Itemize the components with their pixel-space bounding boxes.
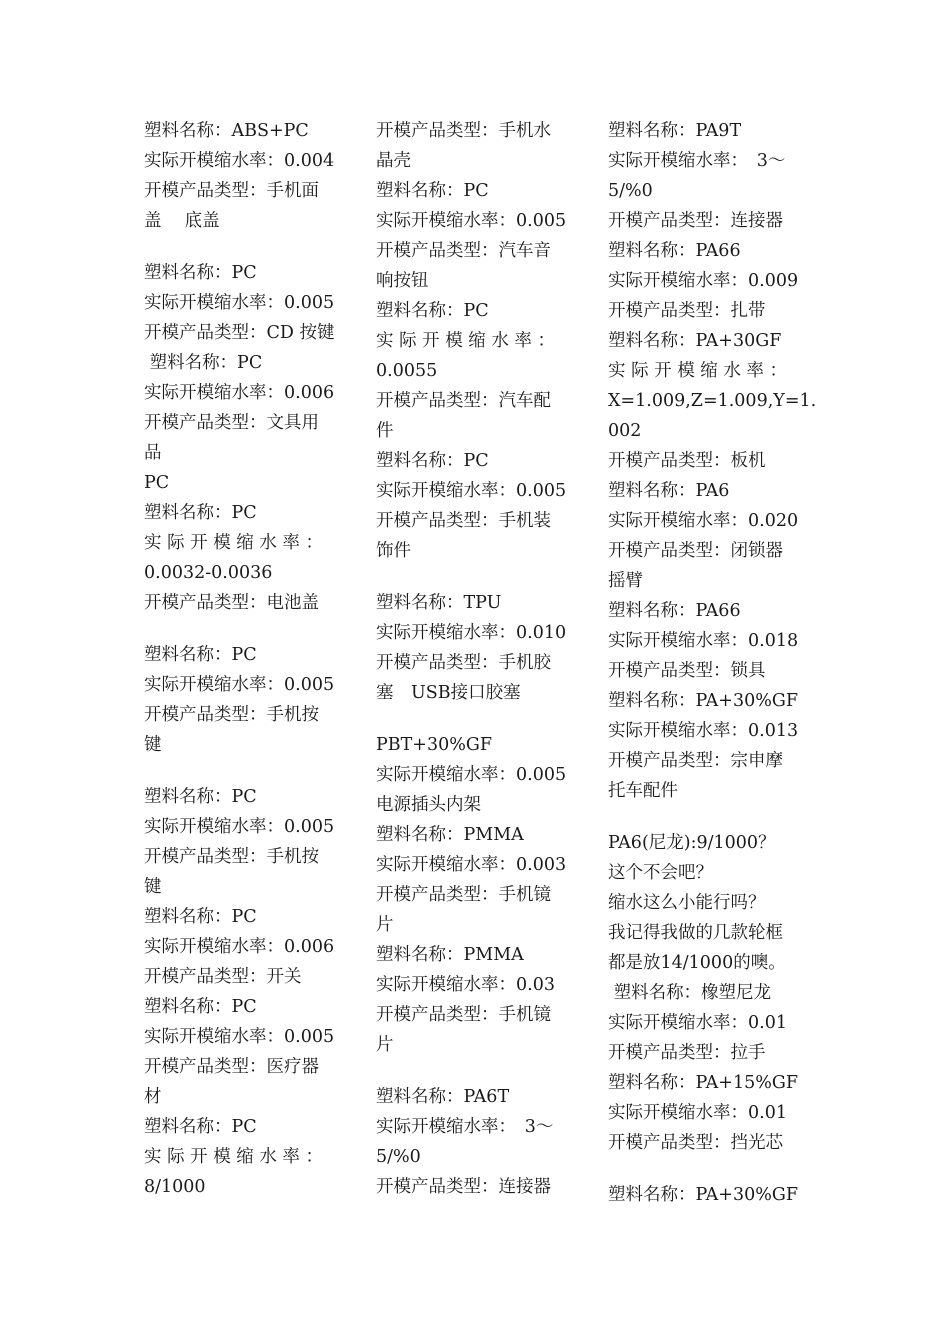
text-line: 实 际 开 模 缩 水 率 ： [144,533,323,553]
paragraph-gap [608,1158,820,1180]
text-line: PA6(尼龙):9/1000？ [608,833,776,853]
text-line: 实际开模缩水率：0.006 [144,383,335,403]
text-line: 实际开模缩水率：0.009 [608,271,799,291]
text-line: 塑料名称：PC [144,997,257,1017]
text-line: 塑料名称：PC [144,263,257,283]
text-line: 开模产品类型：手机镜 [376,885,551,905]
text-line: 实际开模缩水率：0.01 [608,1103,787,1123]
text-line: 开模产品类型：手机装 [376,511,551,531]
text-line: 塑料名称：PC [376,301,489,321]
paragraph-gap [144,760,356,782]
text-line: 塑料名称：PMMA [376,945,524,965]
text-line: 塑料名称：橡塑尼龙 [608,983,772,1003]
text-line: 缩水这么小能行吗？ [608,893,766,913]
text-line: 开模产品类型：手机按 [144,705,319,725]
text-line: 都是放14/1000的噢。 [608,953,786,973]
text-line: 开模产品类型：医疗器 [144,1057,319,1077]
text-line: 开模产品类型：手机按 [144,847,319,867]
text-line: 塑料名称：PA6T [376,1087,510,1107]
text-line: 开模产品类型：手机胶 [376,653,551,673]
text-line: 开模产品类型：拉手 [608,1043,766,1063]
text-line: 塞 USB接口胶塞 [376,683,521,703]
text-line: 片 [376,915,394,935]
text-line: 实际开模缩水率：0.004 [144,151,335,171]
text-line: 塑料名称：PC [144,503,257,523]
text-column-1 [144,116,356,1202]
text-line: 实 际 开 模 缩 水 率 ： [608,361,787,381]
text-line: 开模产品类型：宗申摩 [608,751,783,771]
text-line: 实际开模缩水率：0.005 [376,481,567,501]
text-line: 塑料名称：PA+30GF [608,331,782,351]
paragraph-gap [608,806,820,828]
text-line: 饰件 [376,541,411,561]
text-line: 0.0055 [376,361,438,381]
text-line: 片 [376,1035,394,1055]
text-line: 开模产品类型：开关 [144,967,302,987]
text-line: 塑料名称：PA66 [608,241,741,261]
paragraph-gap [144,236,356,258]
text-line: 实际开模缩水率： 3～ [376,1117,554,1137]
text-line: 实际开模缩水率：0.010 [376,623,567,643]
text-line: 实际开模缩水率：0.005 [144,675,335,695]
text-line: 电源插头内架 [376,795,481,815]
text-line: 开模产品类型：板机 [608,451,766,471]
paragraph-gap [376,566,588,588]
text-line: X=1.009,Z=1.009,Y=1. [608,391,817,411]
text-line: 件 [376,421,394,441]
text-line: 实际开模缩水率：0.005 [144,293,335,313]
text-line: 实际开模缩水率：0.020 [608,511,799,531]
text-line: 实际开模缩水率： 3～ [608,151,786,171]
text-column-2 [376,116,588,1202]
text-line: PBT+30%GF [376,735,492,755]
text-line: 8/1000 [144,1177,206,1197]
text-line: 塑料名称：PC [144,787,257,807]
text-line: 开模产品类型：汽车配 [376,391,551,411]
paragraph-gap [376,708,588,730]
text-line: 响按钮 [376,271,429,291]
text-line: 开模产品类型：手机水 [376,121,551,141]
text-line: 开模产品类型：CD 按键 [144,323,335,343]
text-line: 实际开模缩水率：0.01 [608,1013,787,1033]
text-line: 002 [608,421,642,441]
text-line: 材 [144,1087,162,1107]
text-line: 塑料名称：PA6 [608,481,730,501]
text-line: 开模产品类型：手机镜 [376,1005,551,1025]
text-line: 开模产品类型：手机面 [144,181,319,201]
text-line: 开模产品类型：电池盖 [144,593,319,613]
text-line: 实际开模缩水率：0.005 [144,1027,335,1047]
text-line: 实际开模缩水率：0.003 [376,855,567,875]
text-line: 摇臂 [608,571,643,591]
text-line: 品 [144,443,162,463]
text-line: 键 [144,735,162,755]
text-line: 实际开模缩水率：0.006 [144,937,335,957]
text-line: 5/%0 [376,1147,421,1167]
text-column-3 [608,116,820,1210]
text-line: 塑料名称：PC [376,181,489,201]
text-line: 实际开模缩水率：0.005 [144,817,335,837]
text-line: 塑料名称：PC [144,645,257,665]
text-line: 塑料名称：ABS+PC [144,121,309,141]
text-line: 塑料名称：PA9T [608,121,742,141]
text-line: 实 际 开 模 缩 水 率 ： [376,331,555,351]
text-line: 我记得我做的几款轮框 [608,923,783,943]
text-line: 开模产品类型：扎带 [608,301,766,321]
text-line: PC [144,473,170,493]
text-line: 塑料名称：PA+30%GF [608,1185,798,1205]
text-line: 实 际 开 模 缩 水 率 ： [144,1147,323,1167]
text-line: 塑料名称：PC [144,353,263,373]
text-line: 塑料名称：PA+30%GF [608,691,798,711]
text-line: 开模产品类型：闭锁器 [608,541,783,561]
text-line: 开模产品类型：锁具 [608,661,766,681]
text-line: 塑料名称：PA66 [608,601,741,621]
paragraph-gap [376,1060,588,1082]
text-line: 盖 底盖 [144,211,220,231]
text-line: 0.0032-0.0036 [144,563,273,583]
text-line: 塑料名称：PC [144,907,257,927]
text-line: 实际开模缩水率：0.005 [376,211,567,231]
text-line: 塑料名称：PC [144,1117,257,1137]
text-line: 塑料名称：PMMA [376,825,524,845]
text-line: 开模产品类型：文具用 [144,413,319,433]
text-line: 实际开模缩水率：0.018 [608,631,799,651]
text-line: 实际开模缩水率：0.013 [608,721,799,741]
text-line: 开模产品类型：挡光芯 [608,1133,783,1153]
paragraph-gap [144,618,356,640]
text-line: 塑料名称：PC [376,451,489,471]
text-line: 塑料名称：TPU [376,593,502,613]
text-line: 键 [144,877,162,897]
text-line: 晶壳 [376,151,411,171]
text-line: 实际开模缩水率：0.03 [376,975,555,995]
text-line: 托车配件 [608,781,678,801]
text-line: 开模产品类型：汽车音 [376,241,551,261]
text-line: 塑料名称：PA+15%GF [608,1073,798,1093]
text-line: 开模产品类型：连接器 [608,211,783,231]
text-line: 这个不会吧？ [608,863,713,883]
text-line: 5/%0 [608,181,653,201]
text-line: 开模产品类型：连接器 [376,1177,551,1197]
text-line: 实际开模缩水率：0.005 [376,765,567,785]
